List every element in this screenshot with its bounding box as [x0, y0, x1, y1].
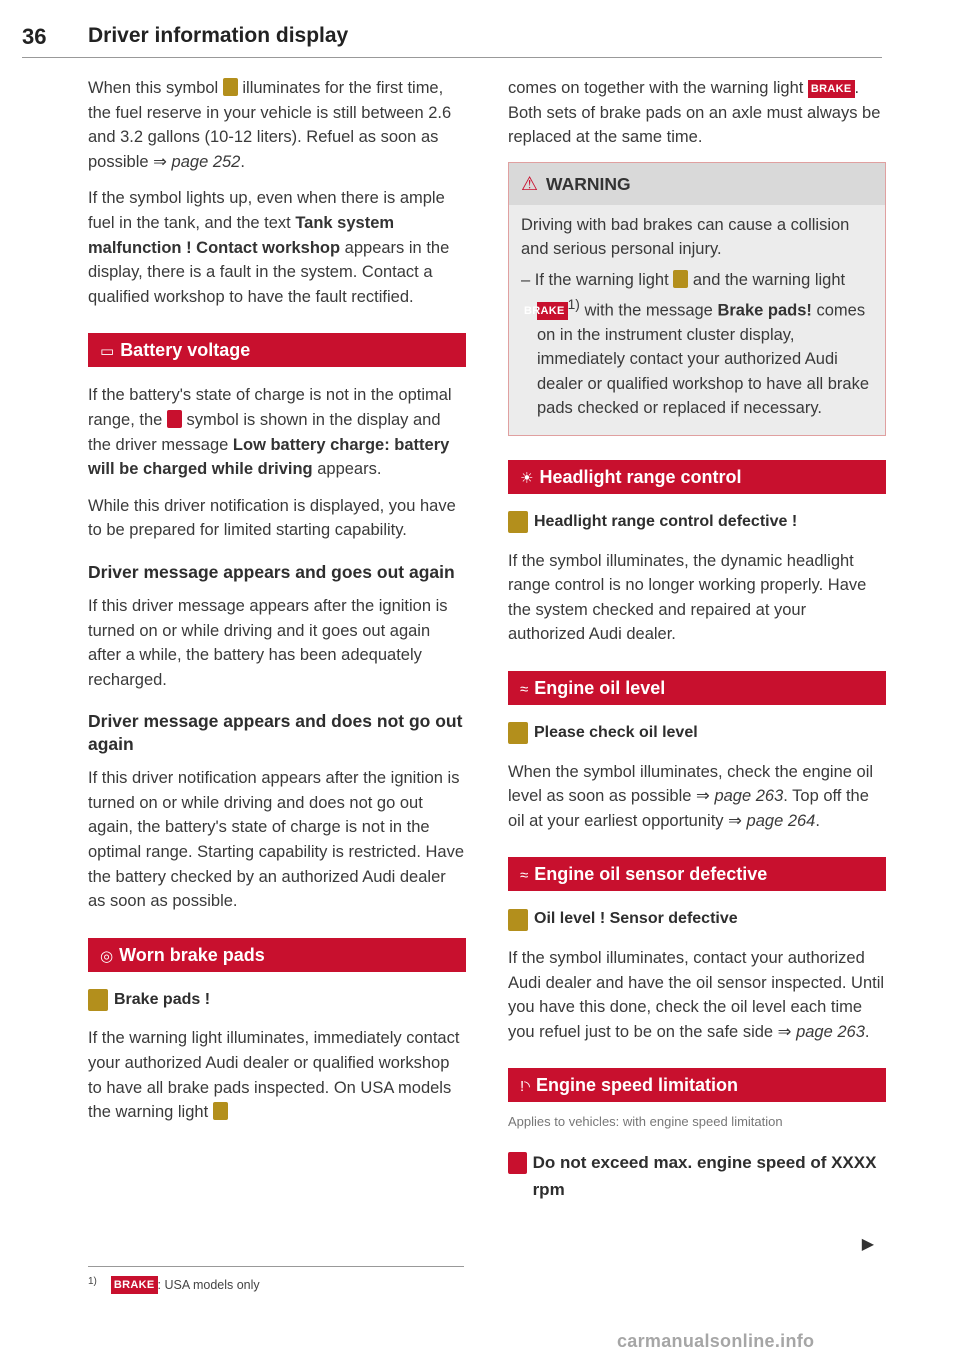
battery-icon: ▭: [100, 343, 115, 361]
section-headlight-range-control: ☀ Headlight range control: [508, 460, 886, 494]
brake-pads-paragraph: If the warning light illuminates, immediately contact your authorized Audi dealer or qualified workshop to have all brake pads inspected. On USA models the warning light: [88, 1029, 460, 1122]
applies-to-note: Applies to vehicles: with engine speed limitation: [508, 1114, 783, 1130]
headlight-warning-icon: [508, 511, 528, 533]
fuel-reserve-paragraph: When this symbol illuminates for the first time, the fuel reserve in your vehicle is still between 2.6 and 3.2 gallons (10-12 liters). Refuel as soon as possible ⇒ page 252.: [88, 79, 452, 171]
brake-pad-warning-icon: [88, 989, 108, 1011]
section-engine-oil-level: ≈ Engine oil level: [508, 671, 886, 705]
battery-paragraph: If the battery's state of charge is not in the optimal range, the symbol is shown in the display and the driver message Low battery charge: battery will be charged while driving appears.: [88, 386, 452, 479]
headlight-range-icon: ☀: [520, 470, 534, 488]
page-ref-252[interactable]: ⇒ page 252: [153, 152, 241, 171]
oil-level-paragraph: When the symbol illuminates, check the engine oil level as soon as possible ⇒ page 263. Top off the oil at your earliest opportunity ⇒ page 264.: [508, 762, 874, 830]
next-page-arrow-icon[interactable]: ▶: [861, 1236, 874, 1254]
tank-malfunction-paragraph: If the symbol lights up, even when there is ample fuel in the tank, and the text Tank system malfunction ! Contact workshop appears in the display, there is a fault in the system. Contact a qualified workshop to have the fault rectified.: [88, 189, 450, 306]
battery-warning-icon: [167, 410, 182, 428]
engine-speed-message: Do not exceed max. engine speed of XXXX rpm: [508, 1149, 886, 1203]
header-divider: [22, 57, 882, 58]
brake-badge-warning: BRAKE: [537, 302, 568, 320]
brake-pad-warning-icon-warning: [673, 270, 688, 288]
headlight-paragraph: If the symbol illuminates, the dynamic headlight range control is no longer working properly. Have the system checked and repaired at your authorized Audi dealer.: [508, 551, 867, 644]
oil-sensor-warning-icon: [508, 909, 528, 931]
does-not-go-out-paragraph: If this driver notification appears after the ignition is turned on or while driving and does not go out again, the battery's state of charge is not in the optimal range. Starting capability is restricted. Have the battery checked by an authorized Audi dealer as soon as possible.: [88, 769, 465, 911]
warning-bullet: – If the warning light and the warning light BRAKE $^{1)}$ with the message Brake pads! comes on in the instrument cluster display, immediately contact your authorized Audi dealer or qualified workshop to have all brake pads checked or replaced if necessary.: [521, 270, 870, 418]
section-engine-speed-limitation: !◝ Engine speed limitation: [508, 1068, 886, 1102]
left-column: [88, 76, 466, 1137]
subheading-goes-out: Driver message appears and goes out again: [88, 561, 455, 582]
headlight-message: Headlight range control defective !: [508, 510, 886, 535]
oil-sensor-paragraph: If the symbol illuminates, contact your authorized Audi dealer and have the oil sensor inspected. Until you have this done, check the oil level each time you refuel just to be on the safe side ⇒ page 263.: [508, 948, 885, 1041]
oil-sensor-message: Oil level ! Sensor defective: [508, 907, 886, 932]
fuel-pump-icon: [223, 78, 238, 96]
engine-speed-warning-icon: [508, 1152, 527, 1174]
section-battery-voltage: ▭ Battery voltage: [88, 333, 466, 367]
oil-sensor-icon: ≈: [520, 867, 529, 885]
page-number: 36: [22, 24, 47, 49]
warning-box: [508, 162, 886, 436]
warning-body: [509, 205, 885, 435]
subheading-does-not-go-out: Driver message appears and does not go out again: [88, 711, 463, 755]
section-engine-oil-sensor: ≈ Engine oil sensor defective: [508, 857, 886, 891]
warning-header: ⚠ WARNING: [509, 163, 885, 205]
brake-badge-footnote: BRAKE: [111, 1276, 158, 1294]
section-worn-brake-pads: ◎ Worn brake pads: [88, 938, 466, 972]
oil-level-warning-icon: [508, 722, 528, 744]
brake-pad-warning-icon-inline: [213, 1102, 228, 1120]
goes-out-paragraph: If this driver message appears after the ignition is turned on or while driving and it goes out again after a while, the battery has been adequately recharged.: [88, 596, 448, 689]
watermark: carmanualsonline.info: [617, 1331, 815, 1351]
brake-pad-icon: ◎: [100, 947, 114, 965]
oil-can-icon: ≈: [520, 681, 529, 698]
page-ref-263-b[interactable]: ⇒ page 263: [777, 1022, 865, 1041]
footnote: $^{1)}$ BRAKE : USA models only: [88, 1276, 260, 1293]
page-ref-263[interactable]: ⇒ page 263: [696, 787, 784, 806]
warning-text: Driving with bad brakes can cause a collision and serious personal injury.: [521, 215, 850, 259]
starting-capability-paragraph: While this driver notification is displayed, you have to be prepared for limited starting capability.: [88, 496, 456, 540]
right-column: [508, 76, 886, 1266]
page-header-title: Driver information display: [88, 24, 349, 47]
footnote-divider: [88, 1266, 464, 1267]
speed-limit-icon: !◝: [520, 1078, 530, 1096]
brake-badge: BRAKE: [808, 80, 855, 98]
footnote-ref: 1): [567, 296, 580, 312]
oil-level-message: Please check oil level: [508, 721, 886, 746]
brake-pads-message: Brake pads !: [88, 988, 466, 1013]
brake-continued-paragraph: comes on together with the warning light BRAKE . Both sets of brake pads on an axle must always be replaced at the same time.: [508, 79, 881, 147]
warning-triangle-icon: ⚠: [521, 173, 539, 195]
page-ref-264[interactable]: ⇒ page 264: [728, 811, 816, 830]
